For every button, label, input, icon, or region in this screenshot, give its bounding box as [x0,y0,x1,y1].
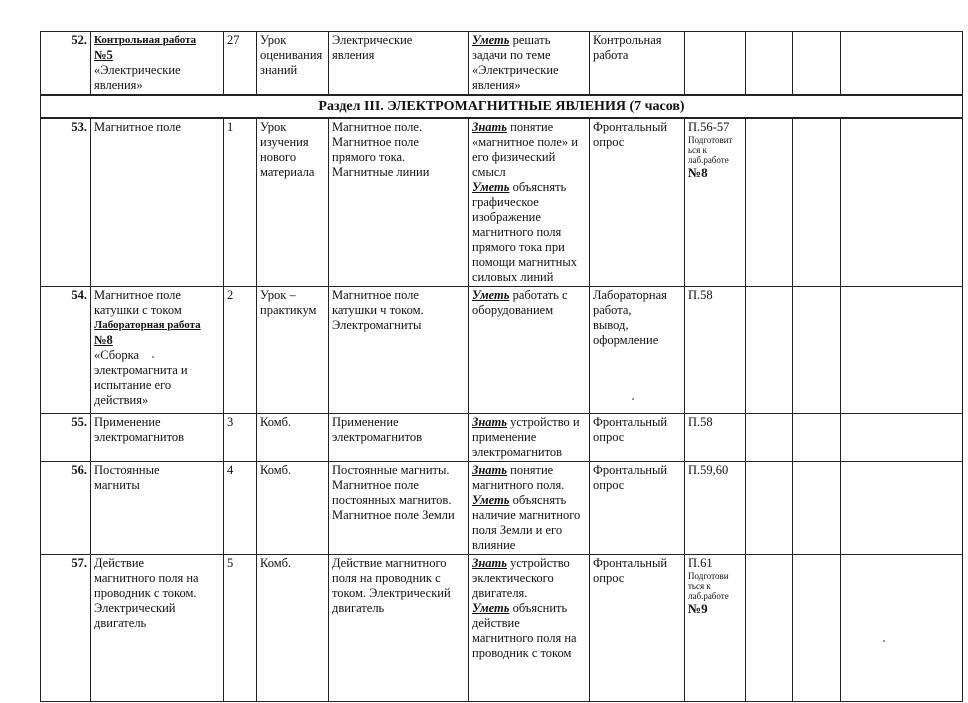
topic-line: Действие [94,556,145,570]
topic-line: двигатель [94,616,147,630]
requirement-line: явления» [472,78,521,92]
table-row [41,462,963,555]
topic-line: «Электрические [94,63,181,77]
topic-line: электромагнита и [94,363,188,377]
requirement-line: задачи по теме [472,48,551,62]
row-number: 55. [41,414,91,462]
topic-line: магниты [94,478,140,492]
homework-note: Подготови ться к лаб.работе [688,571,729,601]
topic-line: №8 [94,333,113,347]
requirement-line: двигателя. [472,586,528,600]
type-line: знаний [260,63,298,77]
topic-line: «Сборка [94,348,140,362]
content-line: Применение [332,415,399,429]
homework-paragraph: П.58 [688,288,713,302]
requirement-keyword: Знать [472,415,507,429]
content-line: Магнитное поле [332,478,419,492]
type-line: Комб. [260,415,292,429]
requirement-line: его физический смысл [472,150,556,179]
lesson-hours: 27 [224,32,257,96]
control-line: Фронтальный [593,415,668,429]
row-number: 54. [41,287,91,414]
topic-line: электромагнитов [94,430,185,444]
lesson-type [257,32,329,96]
control-line: опрос [593,571,625,585]
section-header-row [41,95,963,118]
topic-line: действия» [94,393,149,407]
topic-line: №5 [94,48,113,62]
type-line: нового [260,150,297,164]
table-row [41,414,963,462]
requirement-line: силовых линий [472,270,554,284]
row-number: 53. [41,118,91,287]
requirement-line: проводник с током [472,646,572,660]
content-line: током. Электрический [332,586,451,600]
lesson-requirements: Уметь решать задачи по теме «Электрические явления» [469,32,590,96]
requirement-line: помощи магнитных [472,255,577,269]
lesson-requirements: Знать устройство эклектического двигателя. Уметь объяснить действие магнитного поля на проводник с током [469,555,590,702]
lesson-type [257,414,329,462]
empty-cell [793,287,841,414]
requirement-line: «магнитное поле» и [472,135,578,149]
empty-cell [746,555,793,702]
lesson-plan-table [40,31,963,702]
lesson-requirements: Знать понятие «магнитное поле» и его физический смысл Уметь объяснять графическое изображение магнитного поля прямого тока при помощи магнитных силовых линий [469,118,590,287]
lesson-hours: 4 [224,462,257,555]
requirement-line: действие [472,616,520,630]
scan-speck [632,398,634,400]
lesson-content [329,414,469,462]
type-line: Урок [260,33,287,47]
lesson-content [329,287,469,414]
requirement-line: «Электрические [472,63,559,77]
empty-cell [746,32,793,96]
homework [685,118,746,287]
topic-line: Постоянные [94,463,160,477]
content-line: Постоянные магниты. [332,463,450,477]
content-line: явления [332,48,375,62]
table-row [41,555,963,702]
topic-line: Лабораторная работа [94,319,201,331]
requirement-line: эклектического [472,571,554,585]
control-line: оформление [593,333,659,347]
lesson-type [257,287,329,414]
topic-line: Магнитное поле [94,120,181,134]
lesson-type [257,118,329,287]
lesson-content [329,32,469,96]
lesson-hours: 1 [224,118,257,287]
lesson-requirements: Уметь работать с оборудованием [469,287,590,414]
homework-paragraph: П.56-57 [688,120,730,134]
requirement-line: поля Земли и его [472,523,563,537]
lesson-hours: 3 [224,414,257,462]
requirement-keyword: Уметь [472,33,510,47]
homework-paragraph: П.58 [688,415,713,429]
row-number: 56. [41,462,91,555]
empty-cell [746,287,793,414]
content-line: Магнитное поле Земли [332,508,455,522]
type-line: Комб. [260,556,292,570]
empty-cell [841,555,963,702]
control-line: опрос [593,430,625,444]
topic-line: магнитного поля на [94,571,199,585]
table-row [41,32,963,96]
content-line: Магнитное поле [332,288,419,302]
content-line: Действие магнитного [332,556,447,570]
lesson-topic [91,287,224,414]
requirement-keyword: Уметь [472,601,510,615]
homework [685,462,746,555]
lesson-content [329,118,469,287]
type-line: Урок – [260,288,296,302]
requirement-line: влияние [472,538,516,552]
type-line: изучения [260,135,309,149]
empty-cell [793,118,841,287]
empty-cell [793,555,841,702]
lesson-topic [91,32,224,96]
homework-lab-number: №8 [688,165,708,180]
control-form [590,32,685,96]
empty-cell [793,32,841,96]
type-line: оценивания [260,48,323,62]
content-line: Магнитное поле [332,135,419,149]
control-form [590,118,685,287]
content-line: поля на проводник с [332,571,441,585]
control-line: вывод, [593,318,629,332]
control-form [590,287,685,414]
content-line: электромагнитов [332,430,423,444]
type-line: Урок [260,120,287,134]
lesson-type [257,555,329,702]
requirement-keyword: Уметь [472,180,510,194]
homework-lab-number: №9 [688,601,708,616]
control-form [590,414,685,462]
requirement-keyword: Знать [472,120,507,134]
requirement-line: наличие магнитного [472,508,581,522]
content-line: катушки ч током. [332,303,424,317]
requirement-keyword: Знать [472,463,507,477]
empty-cell [746,414,793,462]
control-line: Контрольная [593,33,662,47]
control-line: Фронтальный [593,120,668,134]
empty-cell [746,462,793,555]
homework-paragraph: П.61 [688,556,713,570]
type-line: материала [260,165,315,179]
homework-paragraph: П.59,60 [688,463,729,477]
table-row [41,287,963,414]
scan-speck [883,640,885,642]
empty-cell [841,118,963,287]
row-number: 52. [41,32,91,96]
empty-cell [841,287,963,414]
empty-cell [793,462,841,555]
empty-cell [841,462,963,555]
lesson-hours: 2 [224,287,257,414]
content-line: Электрические [332,33,413,47]
content-line: прямого тока. [332,150,406,164]
lesson-hours: 5 [224,555,257,702]
lesson-requirements: Знать устройство и применение электромагнитов [469,414,590,462]
topic-line: Магнитное поле [94,288,181,302]
lesson-topic [91,555,224,702]
content-line: постоянных магнитов. [332,493,452,507]
control-line: опрос [593,135,625,149]
topic-line: испытание его [94,378,172,392]
control-form [590,555,685,702]
homework [685,287,746,414]
requirement-keyword: Уметь [472,288,510,302]
control-line: Лабораторная [593,288,667,302]
empty-cell [793,414,841,462]
homework [685,414,746,462]
row-number: 57. [41,555,91,702]
requirement-keyword: Знать [472,556,507,570]
section-title: Раздел III. ЭЛЕКТРОМАГНИТНЫЕ ЯВЛЕНИЯ (7 часов) [41,95,963,118]
empty-cell [746,118,793,287]
requirement-line: графическое [472,195,539,209]
homework [685,32,746,96]
homework-note: Подготовит ься к лаб.работе [688,135,733,165]
content-line: Электромагниты [332,318,422,332]
lesson-topic [91,118,224,287]
empty-cell [841,32,963,96]
topic-line: Применение [94,415,161,429]
requirement-line: оборудованием [472,303,554,317]
control-line: Фронтальный [593,556,668,570]
requirement-line: прямого тока при [472,240,565,254]
empty-cell [841,414,963,462]
requirement-line: изображение [472,210,541,224]
content-line: Магнитные линии [332,165,430,179]
topic-line: катушки с током [94,303,182,317]
topic-line: явления» [94,78,143,92]
requirement-line: магнитного поля. [472,478,565,492]
content-line: Магнитное поле. [332,120,423,134]
requirement-line: магнитного поля на [472,631,577,645]
control-line: работа [593,48,629,62]
lesson-content [329,462,469,555]
requirement-line: применение [472,430,537,444]
lesson-type [257,462,329,555]
homework [685,555,746,702]
lesson-topic [91,414,224,462]
control-line: Фронтальный [593,463,668,477]
content-line: двигатель [332,601,385,615]
type-line: Комб. [260,463,292,477]
type-line: практикум [260,303,317,317]
table-row [41,118,963,287]
lesson-content [329,555,469,702]
scan-speck [152,356,154,358]
lesson-requirements: Знать понятие магнитного поля. Уметь объяснять наличие магнитного поля Земли и его влияние [469,462,590,555]
requirement-keyword: Уметь [472,493,510,507]
topic-line: проводник с током. [94,586,197,600]
requirement-line: магнитного поля [472,225,562,239]
lesson-topic [91,462,224,555]
topic-line: Контрольная работа [94,34,197,46]
topic-line: Электрический [94,601,176,615]
control-form [590,462,685,555]
requirement-line: электромагнитов [472,445,563,459]
control-line: опрос [593,478,625,492]
control-line: работа, [593,303,632,317]
